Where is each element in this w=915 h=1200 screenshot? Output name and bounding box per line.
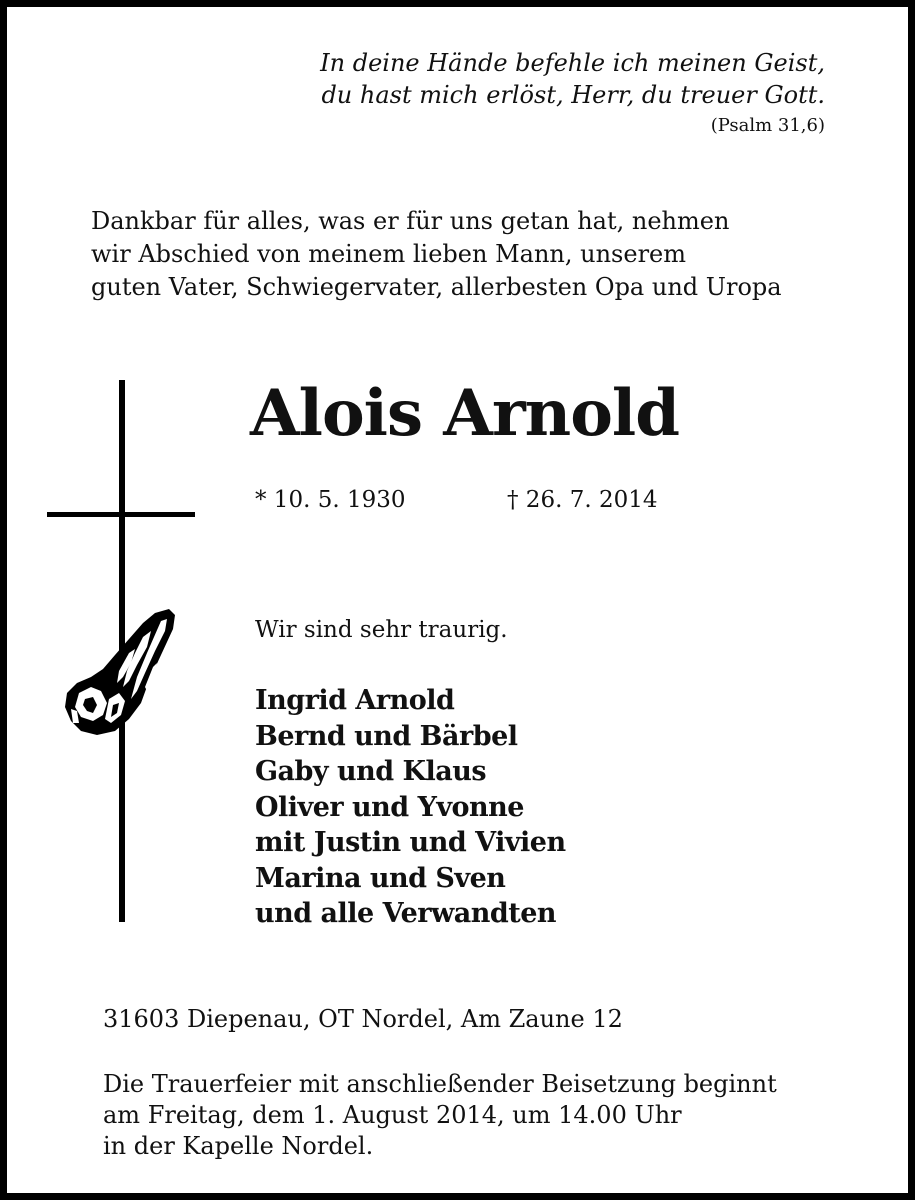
verse-line-2: du hast mich erlöst, Herr, du treuer Gott.	[321, 81, 825, 109]
intro-line-3: guten Vater, Schwiegervater, allerbesten Opa und Uropa	[91, 273, 782, 301]
life-dates	[255, 485, 658, 515]
verse-reference: (Psalm 31,6)	[710, 115, 825, 136]
service-line-2: am Freitag, dem 1. August 2014, um 14.00 Uhr	[103, 1101, 682, 1129]
service-line-1: Die Trauerfeier mit anschließender Beisetzung beginnt	[103, 1070, 777, 1098]
verse-line-1: In deine Hände befehle ich meinen Geist,	[320, 49, 825, 77]
mourner-name: Oliver und Yvonne	[255, 791, 524, 823]
mourner-name: Ingrid Arnold	[255, 685, 455, 716]
mourner-name: und alle Verwandten	[255, 898, 557, 929]
address: 31603 Diepenau, OT Nordel, Am Zaune 12	[103, 1005, 623, 1033]
mourner-name: Gaby und Klaus	[255, 756, 487, 787]
mourners-list	[255, 683, 566, 932]
intro-line-2: wir Abschied von meinem lieben Mann, unserem	[91, 240, 687, 268]
cross-bar	[47, 512, 195, 517]
mourner-name: mit Justin und Vivien	[255, 827, 566, 858]
bible-verse	[320, 47, 825, 139]
mourning-text: Wir sind sehr traurig.	[255, 617, 508, 643]
mourner-name: Marina und Sven	[255, 862, 506, 894]
death-date: † 26. 7. 2014	[507, 487, 658, 513]
service-line-3: in der Kapelle Nordel.	[103, 1132, 374, 1160]
mourner-name: Bernd und Bärbel	[255, 720, 518, 752]
funeral-service-info	[103, 1069, 777, 1162]
birth-date: * 10. 5. 1930	[255, 487, 406, 513]
intro-text	[91, 205, 782, 304]
praying-hands-icon	[57, 607, 182, 739]
deceased-name: Alois Arnold	[250, 376, 679, 451]
intro-line-1: Dankbar für alles, was er für uns getan hat, nehmen	[91, 207, 730, 235]
